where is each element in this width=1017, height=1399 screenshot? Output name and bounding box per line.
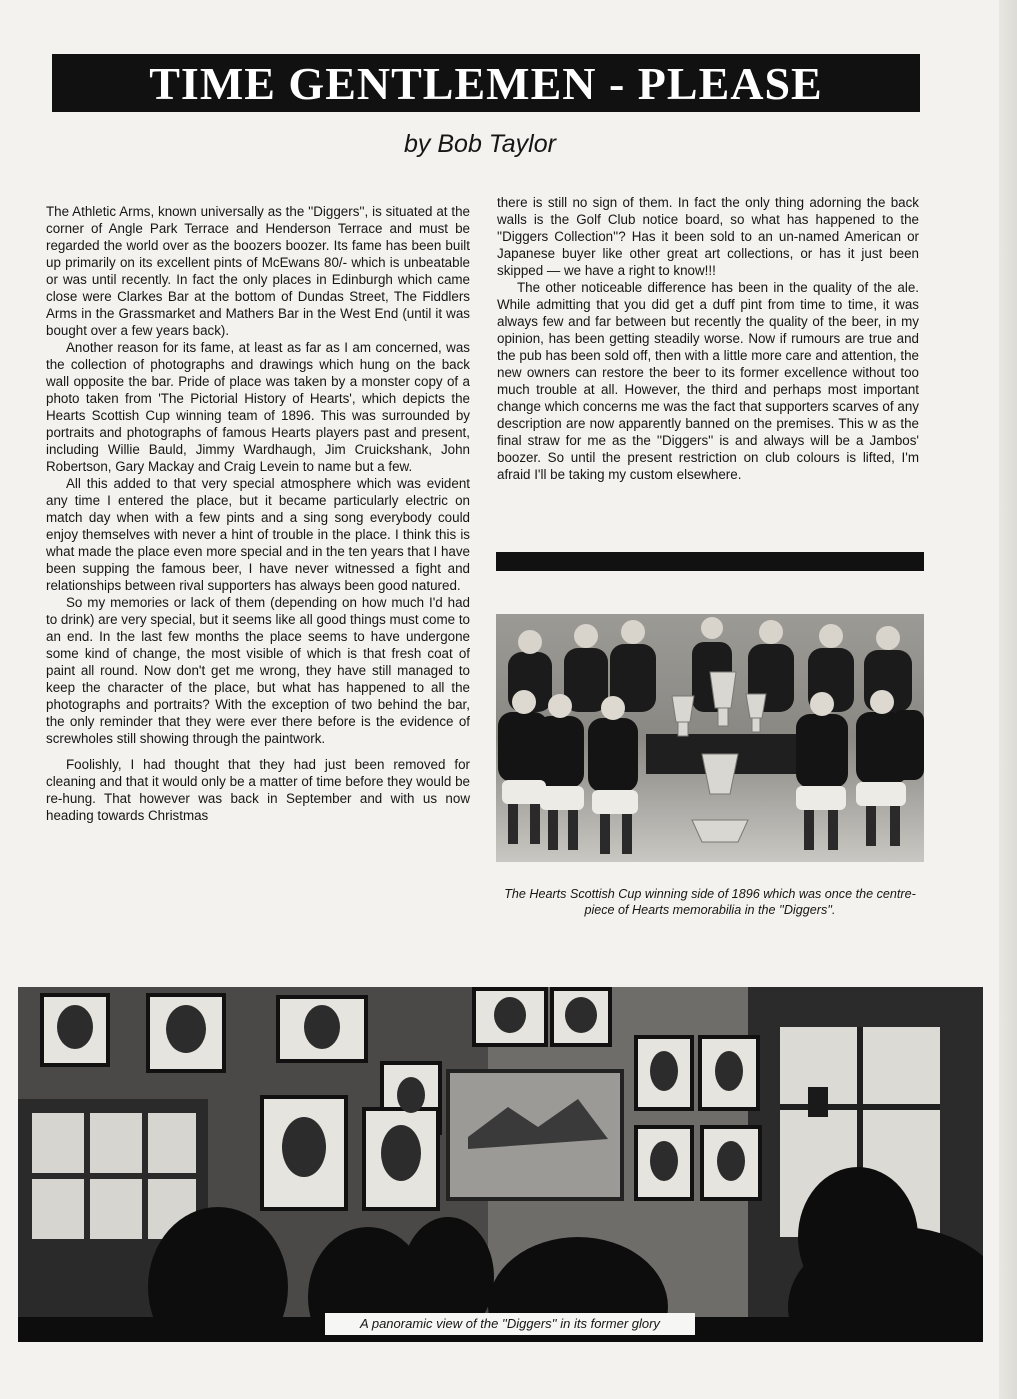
paragraph: Foolishly, I had thought that they had just been removed for cleaning and that it would only be a matter of time before they would be re-hung. That however was back in September and with us now heading towards Christmas xyxy=(46,757,470,823)
team-photo-image xyxy=(496,614,924,862)
left-column xyxy=(46,203,470,824)
divider-bar xyxy=(496,552,924,571)
pub-photo xyxy=(18,987,983,1342)
page-edge xyxy=(999,0,1017,1399)
paragraph: there is still no sign of them. In fact the only thing adorning the back walls is the Golf Club notice board, so what has happened to the ''Diggers Collection''? Has it been sold to an un-named American or Japanese buyer like other great art collections, or has it just been skipped — we have a right to know!!! xyxy=(497,195,919,278)
paragraph: The other noticeable difference has been in the quality of the ale. While admitting that you did get a duff pint from time to time, it was always few and far between but recently the quality of the beer, in my opinion, has been getting steadily worse. Now if rumours are true and the pub has been sold off, then with a little more care and attention, the new owners can restore the beer to its former excellence without too much trouble at all. However, the third and perhaps most important change which concerns me was the fact that supporters scarves of any description are now apparently banned on the premises. This w as the final straw for me as the ''Diggers'' is and always will be a Jambos' boozer. So until the present restriction on club colours is lifted, I'm afraid I'll be taking my custom elsewhere. xyxy=(497,280,919,482)
paragraph: The Athletic Arms, known universally as the ''Diggers'', is situated at the corner of Angle Park Terrace and Henderson Terrace and must be regarded the world over as the boozers boozer. Its fame has been built up primarily on its excellent pints of McEwans 80/- which is unbeatable or was until recently. In fact the only places in Edinburgh which came close were Clarkes Bar at the bottom of Dundas Street, The Fiddlers Arms in the Grassmarket and Mathers Bar in the West End (until it was bought over a few years back). xyxy=(46,204,470,338)
team-photo xyxy=(496,614,924,862)
pub-photo-caption: A panoramic view of the ''Diggers'' in its former glory xyxy=(325,1313,695,1335)
headline-banner xyxy=(52,54,920,112)
right-column xyxy=(497,194,919,483)
team-photo-caption: The Hearts Scottish Cup winning side of 1896 which was once the centre-piece of Hearts memorabilia in the ''Diggers''. xyxy=(504,887,916,917)
pub-photo-image xyxy=(18,987,983,1342)
headline: TIME GENTLEMEN - PLEASE xyxy=(149,57,823,109)
paragraph: Another reason for its fame, at least as far as I am concerned, was the collection of photographs and drawings which hung on the back wall opposite the bar. Pride of place was taken by a monster copy of a photo taken from 'The Pictorial History of Hearts', which depicts the Hearts Scottish Cup winning team of 1896. This was surrounded by portraits and photographs of famous Hearts players past and present, including Willie Bauld, Jimmy Wardhaugh, Jim Cruickshank, John Robertson, Gary Mackay and Craig Levein to name but a few. xyxy=(46,340,470,474)
paragraph: All this added to that very special atmosphere which was evident any time I entered the place, but it became particularly electric on match day when with a few pints and a sing song everybody could enjoy themselves with never a hint of trouble in the place. I think this is what made the place even more special and in the ten years that I have been supping the famous beer, I have never witnessed a fight and relationships between rival supporters has always been good natured. xyxy=(46,476,470,593)
paragraph: So my memories or lack of them (depending on how much I'd had to drink) are very special, but it seems like all good things must come to an end. In the last few months the place seems to have undergone some kind of change, the most visible of which is that fresh coat of paint all round. Now don't get me wrong, they have still managed to keep the character of the place, but what has happened to all the photographs and portraits? With the exception of two behind the bar, the only reminder that they were ever there before is the evidence of screwholes still showing through the paintwork. xyxy=(46,595,470,746)
byline: by Bob Taylor xyxy=(404,130,556,158)
